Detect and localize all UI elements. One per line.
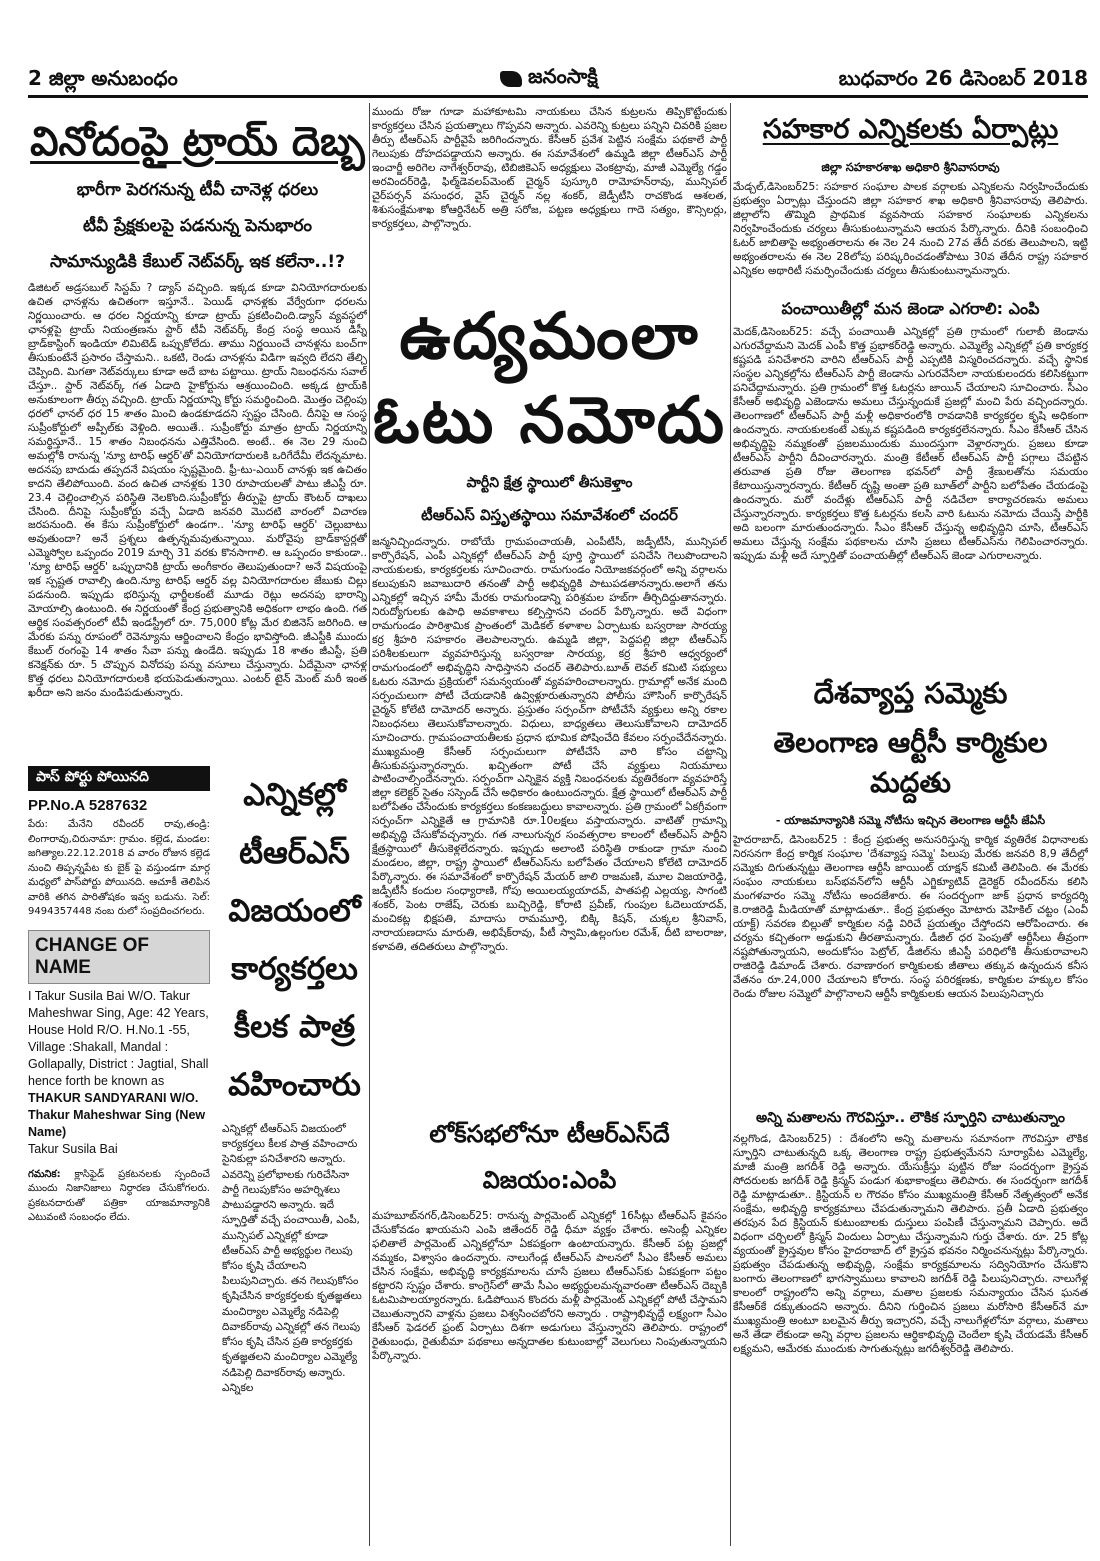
article-body-continued: ముందు రోజు గూడా మహాకూటమి నాయకులు చేసిన కుట్రలను తిప్పికొట్టేందుకు కార్యకర్తలు చేసిన ప్రయత్నాలు గొప్పవని అన్నారు. ఎవరెన్ని కుట్రలు పన్నిని చివరికి ప్రజల తీర్పు టీఆర్ఎస్ పార్టీవైపే జరిగిందన్నారు. కేసీఆర్ ప్రవేశ పెట్టిన సంక్షేమ పథకాలే పార్టీ గెలుపుకు దోహదపడ్డాయని అన్నారు. ఈ సమావేశంలో ఉమ్మడి జిల్లా టీఆర్ఎస్ పార్టీ ఇంచార్జీ అరిగెల నాగేశ్వర్‌రావు, టిబిజికెఎస్ అధ్యక్షులు వెంకట్రావు, మాజీ ఎమ్మెల్యే గడ్డం అరవిందర్‌రెడ్డి, ఫిల్మ్‌డెవలప్‌మెంట్ చైర్మన్ పుస్కూరి రామోహన్‌రావు, మున్సిపల్ చైర్‌పర్సన్ వసుంధర, వైస్ చైర్మన్ నల్ల శంకర్, జెడ్పీటీసి రాచకొండ ఆశలత, శిశుసంక్షేమశాఖ కోఆర్డినేటర్ అత్రి సరోజ, పట్టణ అధ్యక్షులు గాదె సత్యం, కౌన్సిలర్లు, కార్యకర్తలు, పాల్గొన్నారు. [372, 106, 727, 230]
article-body-ennikala: ఎన్నికల్లో టీఆర్ఎస్ విజయంలో కార్యకర్తలు కీలక పాత్ర వహించారు సైనికుల్లా పనిచేశారని అన్నారు. ఎవరెన్ని ప్రలోభాలకు గురిచేసినా పార్టీ గెలుపుకోసం అహర్నిశలు పాటుపడ్డారని అన్నారు. ఇదే స్ఫూర్తితో వచ్చే పంచాయితీ, ఎంపీ, మున్సిపల్ ఎన్నికల్లో కూడా టీఆర్ఎస్ పార్టీ అభ్యర్థుల గెలుపు కోసం కృషి చేయాలని పిలుపునిచ్చారు. తన గెలుపుకోసం కృషిచేసిన కార్యకర్తలకు కృతజ్ఞతలు మంచిర్యాల ఎమ్మెల్యే నడిపెల్లి దివాకర్‌రావు ఎన్నికల్లో తన గెలుపు కోసం కృషి చేసిన ప్రతి కార్యకర్తకు కృతజ్ఞతలని మంచిర్యాల ఎమ్మెల్యే నడిపెల్లి దివాకర్‌రావు అన్నారు. ఎన్నికల [222, 1123, 362, 1394]
subheadline: భారీగా పెరగనున్న టీవీ చానెళ్ల ధరలు [76, 180, 319, 200]
article-body-sahakara: మేడ్చల్,డిసెంబర్25: సహకార సంఘాల పాలక వర్గాలకు ఎన్నికలను నిర్వహించేందుకు ప్రభుత్వం ఏర్పాట్లు చేస్తుందని జిల్లా సహకార శాఖ అధికారి శ్రీనివాసరావు తెలిపారు. జిల్లాలోని తొమ్మిది ప్రాథమిక వ్యవసాయ సహకార సంఘాలకు ఎన్నికలను నిర్వహించేందుకు చర్యలు తీసుకుంటున్నామని ఆయన పేర్కొన్నారు. దీనికి సంబంధించి ఓటర్ జాబితాపై అభ్యంతరాలను ఈ నెల 24 నుంచి 27వ తేదీ వరకు తెలుపాలని, ఇట్టి అభ్యంతరాలను ఈ నెల 28లోపు పరిష్కరించడంతోపాటు 30వ తేదీన రాష్ట్ర సహకార ఎన్నికల అథారిటీ సమర్పించేందుకు చర్యలు తీసుకుంటున్నామన్నారు. [733, 181, 1088, 277]
byline: జిల్లా సహకారశాఖ అధికారి శ్రీనివాసరావు [821, 160, 1000, 174]
newspaper-logo [500, 64, 598, 93]
headline-ennikala: ఎన్నికల్లో టీఆర్ఎస్ విజయంలో కార్యకర్తలు కీలక పాత్ర వహించారు [228, 777, 361, 1103]
logo-icon [500, 71, 522, 87]
column-left [28, 106, 367, 1546]
article-body-loksabha: మహబూబ్‌నగర్,డిసెంబర్25: రానున్న పార్లమెంట్ ఎన్నికల్లో 16సీట్లు టీఆర్ఎస్ కైవసం చేసుకోవడం ఖాయమని ఎంపి జితేందర్ రెడ్డి ధీమా వ్యక్తం చేశారు. అసెంబ్లీ ఎన్నికల ఫలితాలే పార్లమెంట్ ఎన్నికల్లోనూ ఏకపక్షంగా ఉంటాయన్నారు. కేసీఆర్ పట్ల ప్రజల్లో నమ్మకం, విశ్వాసం ఉందన్నారు. నాలుగేండ్ల టీఆర్ఎస్ పాలనలో సీఎం కేసీఆర్ అమలు చేసిన సంక్షేమ, అభివృద్ధి కార్యక్రమాలను చూసే ప్రజలు టీఆర్ఎస్‌కు ఏకపక్షంగా పట్టం కట్టారని స్పష్టం చేశారు. కాంగ్రెస్‌లో తామే సీఎం అభ్యర్థులమన్నవారంతా టీఆర్ఎస్ దెబ్బకి ఓటమిపాలయ్యారన్నారు. ఓడిపోయిన కొందరు మళ్లీ పార్లమెంట్ ఎన్నికల్లో పోటీ చేస్తామని చెబుతున్నారని వాళ్లను ప్రజలు విశ్వసించబోరని అన్నారు . రాష్ట్రాభివృద్ధే లక్ష్యంగా సీఎం కేసీఆర్ ఫెడరల్ ఫ్రంట్ ఏర్పాటు దిశగా అడుగులు వేస్తున్నారని తెలిపారు. రాష్ట్రంలో రైతుబంధు, రైతుబీమా పథకాలు అన్నదాతల కుటుంబాల్లో వెలుగులు నింపుతున్నాయని పేర్కొన్నారు. [372, 1210, 727, 1362]
byline: - యాజమాన్యానికి సమ్మె నోటీసు ఇచ్చిన తెలంగాణ ఆర్టీసీ జేఏసీ [775, 814, 1046, 827]
column-right [733, 106, 1088, 1546]
signature-name: Takur Susila Bai [28, 1141, 118, 1156]
article-body-desavyapta: హైదరాబాద్, డిసెంబర్25 : కేంద్ర ప్రభుత్వ అనుసరిస్తున్న కార్మిక వ్యతిరేక విధానాలకు నిరసనగా కేంద్ర కార్మిక సంఘాల 'దేశవ్యాప్త సమ్మె' పిలుపు మేరకు జనవరి 8,9 తేదీల్లో సమ్మెకు దిగుతున్నట్టు తెలంగాణ ఆర్టీసీ జాయింట్ యాక్షన్ కమిటీ తెలిపింది. ఈ మేరకు సంఘం నాయకులు బస్‌భవన్‌లోని ఆర్టీసీ ఎగ్జిక్యూటివ్ డైరెక్టర్ రవీందర్‌ను కలిసి మంగళవారం సమ్మె నోటీసు అందజేశారు. ఈ సందర్భంగా జాక్ ప్రధాన కార్యదర్శి కె.రాజిరెడ్డి మీడియాతో మాట్లాడుతూ.. కేంద్ర ప్రభుత్వం మోటారు వెహికిల్ చట్టం (ఎంవీ యాక్ట్) సవరణ బిల్లుతో కార్మికుల నడ్డి విరిచే ప్రయత్నం చేస్తోందని ఆరోపించారు. ఈ చర్యను కచ్చితంగా అడ్డుకుని తీరతామన్నారు. డీజిల్ ధర పెంపుతో ఆర్టీసీలు తీవ్రంగా నష్టపోతున్నాయని, అందుకోసం పెట్రోల్, డీజిల్‌ను జీఎస్టీ పరిధిలోకి తీసుకురావాలని రాజిరెడ్డి డిమాండ్ చేశారు. రవాణారంగ కార్మికులకు జీతాలు తక్కువ ఉన్నందున కనీస వేతనం రూ.24,000 చేయాలని కోరారు. సంస్థ పరిరక్షణకు, కార్మికుల హక్కుల కోసం రెండు రోజుల సమ్మెలో పాల్గొనాలని ఆర్టీసీ కార్మికులకు ఆయన పిలుపునిచ్చారు [733, 834, 1088, 1000]
column-middle [372, 106, 727, 1546]
change-of-name-line: I Takur Susila Bai W/O. Takur Maheshwar Sing, Age: 42 Years, House Hold R/O. H.No.1 -55, Village :Shakall, Mandal : Gollapally, District : Jagtial, Shall hence forth be known as [28, 988, 209, 1088]
disclaimer-note [28, 1168, 210, 1226]
classified-text-change-of-name [28, 988, 210, 1158]
note-label: గమనిక: [28, 1168, 61, 1180]
article-body-vinodam: డిజిటల్ అడ్రసబుల్ సిస్టమ్ ? డ్యాస్ వచ్చింది. ఇక్కడ కూడా వినియోగదారులకు ఉచిత ఛానళ్లను ఉచితంగా ఇస్తూనే.. పెయిడ్ ఛానళ్లకు వేర్వేరుగా ధరలను నిర్ణయించారు. ఆ ధరల నిర్ణయాన్ని కూడా ట్రాయ్ ప్రకటించింది.డ్యాస్ వ్యవస్థలో ఛానళ్లపై ట్రాయ్ నియంత్రణను స్టార్ టీవీ నెట్‌వర్క్ కేంద్ర సంస్థ అయిన డిస్నీ బ్రాడ్‌కాస్టింగ్ ఇండియా లిమిటెడ్ ఒప్పుకోలేదు. తాము నిర్ణయించే చానళ్లను బంచ్‌గా తీసుకుంటేనే ప్రసారం చేస్తామని.. ఒకటి, రెండు చానళ్లను విడిగా ఇవ్వది లేదని తేల్చి చెప్పింది. మిగతా నెట్‌వర్కులు కూడా అదే బాట పట్టాయి. ట్రాయ్ నిబంధనను సవాల్ చేస్తూ.. స్టార్ నెట్‌వర్క్ గత ఏడాది హైకోర్టును ఆశ్రయించింది. అక్కడ ట్రాయ్‌కి అనుకూలంగా తీర్పు వచ్చింది. ట్రాయ్ నిర్ణయాన్ని కోర్టు సమర్థించింది. మొత్తం చెల్లింపు ధరలో ఛానల్ ధర 15 శాతం మించి ఉండకూడదని స్పష్టం చేసింది. దీనిపై ఆ సంస్థ సుప్రీంకోర్టులో అప్పీల్‌కు వెళ్లింది. అయితే.. సుప్రీంకోర్టు మాత్రం ట్రాయ్ నిర్ణయాన్ని సమర్థిస్తూనే.. 15 శాతం నిబంధనను ఎత్తివేసింది. అంటే.. ఈ నెల 29 నుంచి అమల్లోకి రానున్న 'న్యూ టారిఫ్ ఆర్డర్‌'తో వినియోగదారులకి ఒరిగేదేమీ లేదన్నమాట. అదనపు బాదుడు తప్పదనే విషయం స్పష్టమైంది. ఫ్రీ-టు-ఎయిర్ చానళ్లు ఇక ఉచితం కాదని తేలిపోయింది. వంద ఉచిత చానళ్లకు 130 రూపాయలతో పాటు జీఎస్టీ రూ. 23.4 చెల్లించాల్సిన పరిస్థితి నెలకొంది.సుప్రీంకోర్టు తీర్పుపై ట్రాయ్ కౌంటర్ దాఖలు చేసింది. దీనిపై సుప్రీంకోర్టు వచ్చే ఏడాది జనవరి మొదటి వారంలో విచారణ జరపనుంది. ఈ కేసు సుప్రీంకోర్టులో ఉండగా.. 'న్యూ టారిఫ్ ఆర్డర్' చెల్లుబాటు అవుతుందా? అనే ప్రశ్నలు ఉత్పన్నమవుతున్నాయి. మరోవైపు బ్రాడ్‌కాస్టర్లతో ఎమ్మెస్వోల ఒప్పందం 2019 మార్చి 31 వరకు కొనసాగాలి. ఆ ఒప్పందం కాకుండా.. 'న్యూ టారిఫ్ ఆర్డర్' ఒప్పుదానికి ట్రాయ్ అంగీకారం తెలుపుతుందా? అనే విషయంపై ఇక స్పష్టత రావాల్సి ఉంది.న్యూ టారిఫ్ ఆర్డర్ వల్ల వినియోగదారుల జేబుకు చిల్లు పడనుంది. ఇప్పుడు భరిస్తున్న ఛార్జీలకంటే మూడు రెట్లు అదనపు భారాన్ని మోయాల్సి ఉంటుంది. ఈ నిర్ణయంతో కేంద్ర ప్రభుత్వానికి అధికంగా లాభం ఉంది. గత ఆర్థిక సంవత్సరంలో టీవీ ఇండస్ట్రీలో రూ. 75,000 కోట్ల మేర బిజినెస్ జరిగింది. ఆ మేరకు పన్ను రూపంలో రెవెన్యూను ఆర్జించాలని కేంద్రం భావిస్తోంది. జీఎస్టీకి ముందు కేబుల్ రంగంపై 14 శాతం సేవా పన్ను ఉండేది. ఇప్పుడు 18 శాతం జీఎస్టీ, ప్రతి కనెక్షన్‌కు రూ. 5 చొప్పున వినోదపు పన్ను వసూలు చేస్తున్నారు. ఏదేమైనా ఛానళ్ల కొత్త ధరలు వినియోగదారులకి భయపెడుతున్నాయి. ఎంటర్ టైన్ మెంట్ మరీ ఇంత ఖరీదా అని జనం మండిపడుతున్నారు. [28, 282, 367, 700]
newspaper-name: జనంసాక్షి [528, 64, 598, 88]
classified-text-passport: పేరు: మేనేని రవీందర్ రావు,తండ్రి: లింగారావు,చిరునామా: గ్రామం. కల్లెడ, మండల: జగిత్యాల.22.12.2018 వ వారం రోజున కల్లెడ నుంచి తిప్పన్నపేట కు బైక్ పై వస్తుండగా మార్గ మధ్యలో పాస్‌పోర్టు పోయినది. ఆచూకీ తెలిపిన వారికి తగిన పారితోషకం ఇవ్వ బడును. సెల్: 9494357448 నంబ రులో సంప్రదించగలరు. [28, 819, 210, 917]
new-name: THAKUR SANDYARANI W/O. Thakur Maheshwar Sing (New Name) [28, 1090, 206, 1139]
article-body-panchayati: మెదక్,డిసెంబర్25: వచ్చే పంచాయితీ ఎన్నికల్లో ప్రతి గ్రామంలో గులాబీ జెండాను ఎగురవేద్దామని మెదక్ ఎంపీ కొత్త ప్రభాకర్‌రెడ్డి అన్నారు. ఎమ్మెల్యే ఎన్నికల్లో ప్రతి కార్యకర్త కష్టపడి పనిచేశారని వారిని టీఆర్ఎస్ పార్టీ ఎప్పటికి విస్మరించదన్నారు. వచ్చే స్థానిక సంస్థల ఎన్నికల్లోను టీఆర్ఎస్ పార్టీ జెండాను ఎగురవేసేలా నాయకులందరు కలిసికట్టుగా పనిచేద్దామన్నారు. ప్రతి గ్రామంలో కొత్త ఓటర్లను జాయిన్ చేయాలని సూచించారు. సీఎం కేసీఆర్ అభివృద్ధి ఎజెండాను అమలు చేస్తున్నందుకే ప్రజల్లో మంచి పేరు వచ్చిందన్నారు. తెలంగాణలో టీఆర్ఎస్ పార్టీ మళ్లీ అధికారంలోకి రావడానికి కార్యకర్తల కృషి అధికంగా ఉందన్నారు. నాయకులకంటే ఎక్కువ కష్టపడింది కార్యకర్తలేనన్నారు. సీఎం కేసీఆర్ చేసిన అభివృద్ధిపై నమ్మకంతో ప్రజలముందుకు ముందస్తుగా వెళ్లారన్నారు. ప్రజలు కూడా టీఆర్ఎస్ పార్టీని దీవించారన్నారు. మంత్రి కేటీఆర్ టీఆర్ఎస్ పార్టీ పగ్గాలు చేపట్టిన తరువాత ప్రతి రోజు తెలంగాణ భవన్‌లో పార్టీ శ్రేణులతోను సమయం కేటాయిస్తున్నారన్నారు. కేటీఆర్ దృష్టి అంతా ప్రతి బూత్‌లో పార్టీని బలోపేతం చేయడంపై ఉందన్నారు. మరో వందేళ్లు టీఆర్ఎస్ పార్టీ నడిచేలా కార్యాచరణను అమలు చేస్తున్నారన్నారు. కార్యకర్తలు కొత్త ఓటర్లను కలసి వారి ఓటును నమోదు చేయిస్తే పార్టీకి అది బలంగా మారుతుందన్నారు. సీఎం కేసీఆర్ చేస్తున్న అభివృద్ధిని చూసి, టీఆర్ఎస్ అమలు చేస్తున్న సంక్షేమ పథకాలను చూసి ప్రజలు టీఆర్ఎస్‌ను గెలిపించారన్నారు. ఇప్పుడు మళ్లీ అదే స్ఫూర్తితో పంచాయతీల్లో టీఆర్ఎస్ జెండా ఎగురాలన్నారు. [733, 326, 1088, 562]
issue-date: బుధవారం 26 డిసెంబర్ 2018 [838, 66, 1088, 90]
headline-udyamam: ఉద్యమంలా ఓటు నమోదు [372, 300, 727, 458]
note-text: క్లాసిఫైడ్ ప్రకటనలకు స్పందించే ముందు నిజానిజాలు నిర్ధారణ చేసుకోగలరు. ప్రకటనదారుతో పత్రికా యాజమాన్యానికి ఎటువంటి సంబంధం లేదు. [28, 1168, 210, 1223]
article-ennikala [222, 766, 367, 1546]
classified-heading-passport: పాస్ పోర్టు పోయినది [28, 766, 210, 791]
article-body-udyamam: జన్మనిచ్చిందన్నారు. రాబోయే గ్రామపంచాయతీ, ఎంపీటీసీ, జడ్పీటీసీ, మున్సిపల్ కార్పొరేషన్, ఎంపీ ఎన్నికల్లో టీఆర్ఎస్ పార్టీ పూర్తి స్థాయిలో పనిచేసి గెలుపొందాలని నాయకులకు, కార్యకర్తలకు సూచించారు. రామగుండం నియోజకవర్గంలో అన్ని వర్గాలను కలుపుకుని జవాబుదారి తనంతో పార్టీ అభివృద్ధికి పాటుపడతానన్నారు.అలాగే తను ఎన్నికల్లో ఇచ్చిన హామీ మేరకు రామగుండాన్ని పరిశ్రమల హబ్‌గా తీర్చిదిద్దుతానన్నారు. నిరుద్యోగులకు ఉపాధి అవకాశాలు కల్పిస్తానని చందర్ పేర్కొన్నారు. అదే విధంగా రామగుండం పారిశ్రామిక ప్రాంతంలో మెడికల్ కళాశాల ఏర్పాటుకు బస్వరాజు సారయ్య కర్ర శ్రీహరి సహకారం తెలపాలన్నారు. ఉమ్మడి జిల్లా, పెద్దపల్లి జిల్లా టీఆర్ఎస్ పరిశీలకులుగా వ్యవహరిస్తున్న బస్వరాజు సారయ్య, కర్ర శ్రీహరి ఆధ్వర్యంలో రామగుండంలో అభివృద్ధిని సాధిస్తానని చందర్ తెలిపారు.బూత్ లెవల్ కమిటి సభ్యులు ఓటరు నమోదు ప్రక్రియలో సమన్వయంతో వ్యవహరించాలన్నారు. గ్రామాల్లో అనేక మంది సర్పంచులుగా పోటీ చేయడానికి ఉవ్విళ్లూరుతున్నారని పోలీసు హౌసింగ్ కార్పొరేషన్ చైర్మన్ కోలేటి దామోదర్ అన్నారు. ప్రస్తుతం సర్పంచ్‌గా పోటీచేసే వ్యక్తులు అన్ని రకాల నిబంధనలు తెలుసుకోవాలన్నారు. విధులు, బాధ్యతలు తెలుసుకోవాలని దామోదర్ సూచించారు. గ్రామపంచాయతీలకు ప్రధాన భూమిక పోషించేది కేవలం సర్పంచేదేనన్నారు. ముఖ్యమంత్రి కేసీఆర్ సర్పంచులుగా పోటీచేసే వారి కోసం చట్టాన్ని తీసుకువస్తున్నారన్నారు. ఖచ్చితంగా పోటీ చేసే వ్యక్తులు నియమాలు పాటించాల్సిందేనన్నారు. సర్పంచ్‌గా ఎన్నికైన వ్యక్తి నిబంధనలకు వ్యతిరేకంగా వ్యవహరిస్తే జిల్లా కలెక్టర్ సైతం సస్పెండ్ చేసే అధికారం ఉంటుందన్నారు. క్షేత్ర స్థాయిలో టీఆర్ఎస్ పార్టీ బలోపేతం చేసేందుకు కార్యకర్తలు కంకణబద్ధులు కావాలన్నారు. ప్రతి గ్రామంలో ఏకగ్రీవంగా సర్పంచ్‌గా ఎన్నికైతే ఆ గ్రామానికి రూ.10లక్షలు వస్తాయన్నారు. వాటితో గ్రామాన్ని అభివృద్ధి చేసుకోవచ్చన్నారు. గత నాలుగున్నర సంవత్సరాల కాలంలో టీఆర్ఎస్ పార్టీని క్షేత్రస్థాయిలో తీసుకెళ్లలేదన్నారు. ఇప్పుడు అలాంటి పరిస్థితి రాకుండా గ్రామా నుంచి మండలం, జిల్లా, రాష్ట్ర స్థాయిలో టీఆర్ఎస్‌ను బలోపేతం చేయాలని కోలేటి దామోదర్ పేర్కొన్నారు. ఈ సమావేశంలో కార్పొరేషన్ మేయర్ జాలి రాజమణి, మూల విజయారెడ్డి, జడ్పీటీసీ కందుల సంధ్యారాణి, గోపు అయిలయ్యయాదవ్, పాతపల్లి ఎల్లయ్య, సాగంటి శంకర్, పెంట రాజేష్, చెరుకు బుచ్చిరెడ్డి, కోరాటి ప్రవీణ్, గుంపుల ఓదెలుయాదవ్, మంచికట్ల భిక్షపతి, మాదాసు రామమూర్తి, బిక్కి కిషన్, చుక్కల శ్రీనివాస్, నారాయణదాసు మారుతి, అభిషేక్‌రావు, పీటీ స్వామి,ఉల్లంగుల రమేశ్, దీటి బాలరాజు, కళావతి, తదితరులు పాల్గొన్నారు. [372, 536, 727, 954]
classifieds [28, 766, 210, 1226]
headline-desavyapta: దేశవ్యాప్త సమ్మెకు [813, 676, 1008, 710]
subheadline: టీవీ ప్రేక్షకులపై పడనున్న పెనుభారం [82, 216, 313, 236]
classified-heading-change-of-name: CHANGE OF NAME [28, 930, 210, 984]
subheadline: పార్టీని క్షేత్ర స్థాయిలో తీసుకెళ్తాం [466, 475, 633, 491]
column-divider [369, 103, 370, 1546]
page-section-label: 2 జిల్లా అనుబంధం [28, 66, 178, 90]
passport-number: PP.No.A 5287632 [28, 797, 148, 814]
column-divider [730, 103, 731, 1546]
headline-desavyapta-2: తెలంగాణ ఆర్టీసీ కార్మికుల మద్దతు [773, 726, 1048, 799]
headline-loksabha: లోక్‌సభలోనూ టీఆర్ఎస్‌దే [429, 1120, 670, 1148]
article-body-anni-matalanu: నల్లగొండ, డిసెంబర్25) : దేశంలోని అన్ని మతాలను సమానంగా గౌరవిస్తూ లౌకిక స్ఫూర్తిని చాటుతున్నది ఒక్క తెలంగాణ రాష్ట్ర ప్రభుత్వమేనని సూర్యాపేట ఎమ్మెల్యే, మాజీ మంత్రి జగదీశ్ రెడ్డి అన్నారు. యేసుక్రీస్తు పుట్టిన రోజు సందర్భంగా క్రైస్తవ సోదరులకు జగదీశ్ రెడ్డి క్రిస్మస్ పండుగ శుభాకాంక్షలు తెలిపారు. ఈ సందర్భంగా జగదీశ్ రెడ్డి మాట్లాడుతూ.. క్రిస్టియన్ ల గౌరవం కోసం ముఖ్యమంత్రి కేసీఆర్ నేతృత్వంలో అనేక సంక్షేమ, అభివృద్ధి కార్యక్రమాలు చేపడుతున్నామని తెలిపారు. ప్రతీ ఏడాది ప్రభుత్వం తరపున పేద క్రిస్టియన్ కుటుంబాలకు దుస్తులు పంపిణీ చేస్తున్నామని చెప్పారు. అదే విధంగా చర్చిలలో క్రిస్మస్ విందులు ఏర్పాటు చేస్తున్నామని గుర్తు చేశారు. రూ. 25 కోట్ల వ్యయంతో క్రైస్తవుల కోసం హైదరాబాద్ లో క్రైస్తవ భవనం నిర్మించనున్నట్లు పేర్కొన్నారు. ప్రభుత్వం చేపడుతున్న అభివృద్ధి, సంక్షేమ కార్యక్రమాలను సద్వినియోగం చేసుకొని బంగారు తెలంగాణలో భాగస్వాములు కావాలని జగదీశ్ రెడ్డి పిలుపునిచ్చారు. నాలుగేళ్ల కాలంలో రాష్ట్రంలోని అన్ని వర్గాలు, మతాల ప్రజలకు సమన్యాయం చేసిన ఘనత కేసీఆర్‌కే దక్కుతుందని అన్నారు. దీనిని గుర్తించిన ప్రజలు మరోసారి కేసీఆర్‌నే మా ముఖ్యమంత్రి అంటూ బలమైన తీర్పు ఇచ్చారని, వచ్చే నాలుగేళ్లలోనూ వర్గాలు, మతాలు అనే తేడా లేకుండా అన్ని వర్గాల ప్రజలను ఆర్థికాభివృద్ధి చెందేలా కృషి చేయడమే కేసీఆర్ లక్ష్యమని, ఆమేరకు ముందుకు సాగుతున్నట్లు జగదీశ్వర్‌రెడ్డి తెలిపారు. [733, 1133, 1088, 1355]
headline-anni-matalanu: అన్ని మతాలను గౌరవిస్తూ.. లౌకిక స్ఫూర్తిని చాటుతున్నాం [755, 1110, 1066, 1126]
subheadline: టీఆర్ఎస్ విస్తృతస్థాయి సమావేశంలో చందర్ [421, 506, 678, 524]
headline-loksabha-2: విజయం:ఎంపి [482, 1166, 617, 1194]
subheadline: సామాన్యుడికి కేబుల్ నెట్‌వర్క్ ఇక కలేనా..!? [50, 252, 345, 272]
headline-panchayati: పంచాయితీల్లో మన జెండా ఎగరాలి: ఎంపి [781, 299, 1040, 318]
headline-vinodam: వినోదంపై ట్రాయ్ దెబ్బ [30, 119, 365, 165]
masthead [28, 64, 1088, 98]
headline-sahakara: సహకార ఎన్నికలకు ఏర్పాట్లు [762, 114, 1059, 145]
